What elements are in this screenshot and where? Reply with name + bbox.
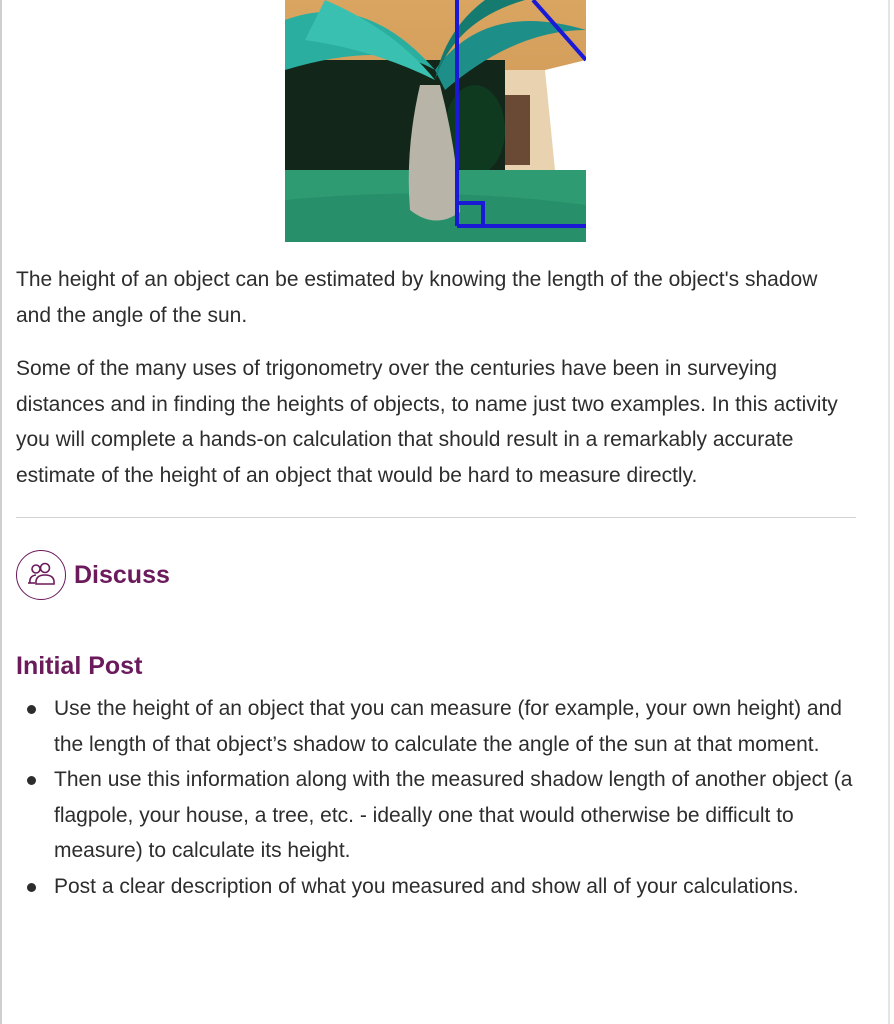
main-content xyxy=(16,262,856,904)
initial-post-heading: Initial Post xyxy=(16,652,143,680)
left-border xyxy=(0,0,2,1024)
initial-post-list xyxy=(16,691,856,904)
discuss-header xyxy=(16,550,856,600)
tree-shadow-figure xyxy=(285,0,586,242)
people-icon xyxy=(16,550,66,600)
section-divider xyxy=(16,517,856,518)
list-item: Use the height of an object that you can measure (for example, your own height) and the length of that object’s shadow to calculate the angle of the sun at that moment. xyxy=(54,691,856,762)
right-border xyxy=(888,0,890,1024)
list-item: Post a clear description of what you measured and show all of your calculations. xyxy=(54,869,856,905)
trigonometry-paragraph: Some of the many uses of trigonometry over the centuries have been in surveying distances and in finding the heights of objects, to name just two examples. In this activity you will complete a hands-on calculation that should result in a remarkably accurate estimate of the height of an object that would be hard to measure directly. xyxy=(16,357,838,487)
intro-paragraph: The height of an object can be estimated by knowing the length of the object's shadow and the angle of the sun. xyxy=(16,268,818,327)
list-item: Then use this information along with the measured shadow length of another object (a flagpole, your house, a tree, etc. - ideally one that would otherwise be difficult to measure) to calculate its height. xyxy=(54,762,856,869)
discuss-label: Discuss xyxy=(74,560,170,589)
